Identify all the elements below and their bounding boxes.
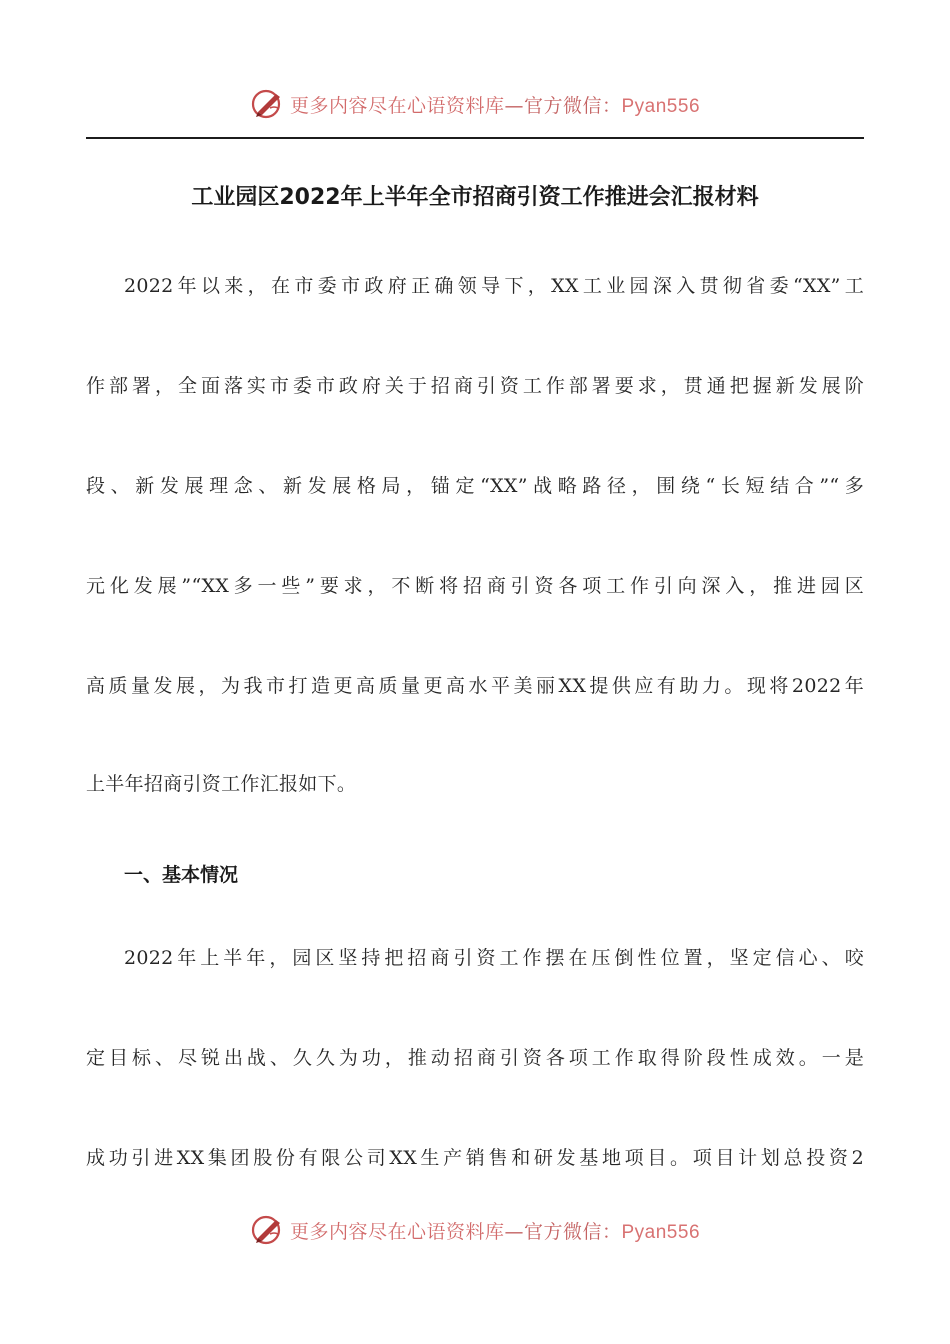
header-divider: [86, 137, 864, 139]
footer-banner: [0, 1210, 950, 1250]
section-heading: 一、基本情况: [124, 864, 239, 886]
document-title: 工业园区2022年上半年全市招商引资工作推进会汇报材料: [191, 185, 759, 210]
paragraph-2-line: 定目标、尽锐出战、久久为功，推动招商引资各项工作取得阶段性成效。一是: [86, 1047, 864, 1069]
paragraph-1-line: 高质量发展，为我市打造更高质量更高水平美丽XX提供应有助力。现将2022年: [86, 675, 864, 697]
paragraph-2-line: 成功引进XX集团股份有限公司XX生产销售和研发基地项目。项目计划总投资2: [86, 1147, 864, 1169]
footer-banner-main: 更多内容尽在心语资料库: [289, 1220, 505, 1243]
paragraph-2-line: 2022年上半年，园区坚持把招商引资工作摆在压倒性位置，坚定信心、咬: [124, 947, 864, 969]
footer-banner-text: [290, 1217, 700, 1244]
pen-logo-icon: [250, 86, 286, 122]
header-banner-id: Pyan556: [621, 95, 701, 117]
footer-banner-dash: —官方微信：: [504, 1220, 622, 1243]
header-banner-text: [290, 91, 700, 118]
paragraph-1-line: 作部署，全面落实市委市政府关于招商引资工作部署要求，贯通把握新发展阶: [86, 375, 864, 397]
header-banner: [0, 84, 950, 124]
paragraph-1-line: 元化发展”“XX多一些”要求，不断将招商引资各项工作引向深入，推进园区: [86, 575, 864, 597]
header-banner-dash: —官方微信：: [504, 94, 622, 117]
header-banner-main: 更多内容尽在心语资料库: [289, 94, 505, 117]
paragraph-1-line: 段、新发展理念、新发展格局，锚定“XX”战略路径，围绕“长短结合”“多: [86, 475, 864, 497]
footer-banner-id: Pyan556: [621, 1221, 701, 1243]
paragraph-1-line: 上半年招商引资工作汇报如下。: [86, 773, 357, 795]
pen-logo-icon: [250, 1212, 286, 1248]
paragraph-1-line: 2022年以来，在市委市政府正确领导下，XX工业园深入贯彻省委“XX”工: [124, 275, 864, 297]
